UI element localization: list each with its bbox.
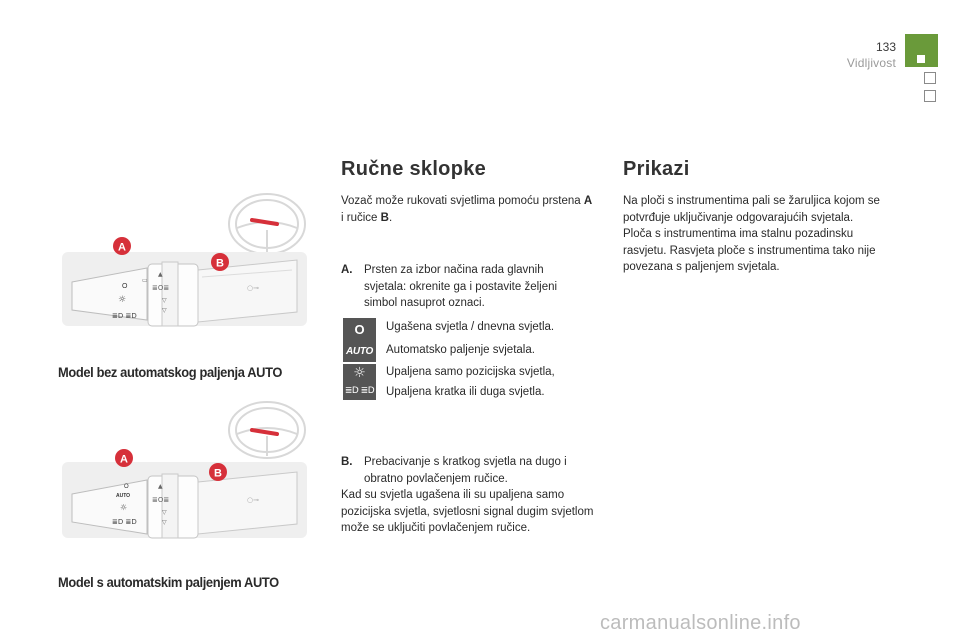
section-tab[interactable]	[924, 72, 936, 84]
item-b-label: B.	[341, 456, 353, 468]
position-glyph: ☼	[353, 365, 366, 381]
figure-caption-top: Model bez automatskog paljenja AUTO	[58, 364, 283, 380]
figure-caption-bottom: Model s automatskim paljenjem AUTO	[58, 574, 279, 590]
watermark: carmanualsonline.info	[600, 612, 801, 634]
svg-text:▭: ▭	[142, 277, 148, 284]
svg-text:☼: ☼	[118, 295, 127, 305]
intro-text: Vozač može rukovati svjetlima pomoću prstena	[341, 195, 584, 207]
light-stalk-diagram-auto	[62, 400, 322, 550]
intro-ref-a: A	[583, 195, 593, 207]
stalk-illustration-top	[62, 182, 322, 332]
intro-ref-b: B	[380, 211, 389, 224]
svg-text:O: O	[124, 484, 129, 490]
svg-text:▽: ▽	[162, 297, 167, 304]
svg-text:○⊸: ○⊸	[247, 284, 259, 292]
intro-text-end: .	[388, 211, 393, 224]
svg-text:▲: ▲	[158, 271, 163, 278]
svg-text:O: O	[122, 283, 128, 290]
displays-text: Na ploči s instrumentima pali se žaruljica kojom se potvrđuje uključivanje odgovarajućih svjetala. Ploča s instrumentima ima stalnu pozadinsku rasvjetu. Rasvjeta ploče s instrumentima tako nije povezana s paljenjem svjetala.	[623, 195, 880, 273]
off-icon	[343, 318, 376, 340]
tab-marker	[917, 55, 925, 63]
callout-b-bottom: B	[214, 467, 222, 480]
callout-a-bottom: A	[120, 453, 128, 466]
section-tab-active[interactable]	[905, 34, 938, 67]
svg-text:▲: ▲	[158, 483, 163, 490]
light-stalk-diagram	[62, 182, 322, 332]
svg-text:≣D ≣D: ≣D ≣D	[112, 518, 137, 526]
svg-text:▽: ▽	[162, 509, 167, 516]
intro-text-mid: i ručice	[341, 211, 381, 224]
svg-text:☼: ☼	[120, 503, 128, 512]
page-number: 133	[875, 40, 896, 54]
svg-text:○⊸: ○⊸	[247, 496, 259, 504]
section-name: Vidljivost	[846, 56, 896, 70]
callout-a: A	[118, 241, 126, 254]
auto-glyph: AUTO	[346, 345, 373, 357]
manual-intro	[341, 193, 597, 226]
displays-title: Prikazi	[623, 158, 690, 180]
item-a-text: Prsten za izbor načina rada glavnih svjetala: okrenite ga i postavite željeni simbol nasuprot oznaci.	[364, 264, 558, 309]
dipped-main-beam-icon	[343, 382, 376, 400]
callout-b: B	[216, 257, 224, 270]
auto-description: Automatsko paljenje svjetala.	[386, 344, 535, 356]
off-description: Ugašena svjetla / dnevna svjetla.	[386, 321, 555, 333]
svg-text:≣D ≣D: ≣D ≣D	[112, 312, 137, 320]
item-b-text: Prebacivanje s kratkog svjetla na dugo i obratno povlačenjem ručice.	[364, 456, 567, 485]
position-lights-icon	[343, 364, 376, 382]
svg-text:▽: ▽	[162, 519, 167, 526]
section-tab[interactable]	[924, 90, 936, 102]
stalk-illustration-bottom	[62, 400, 322, 550]
off-glyph: O	[354, 321, 365, 337]
beam-description: Upaljena kratka ili duga svjetla.	[386, 386, 545, 398]
svg-text:≣O≣: ≣O≣	[152, 496, 170, 504]
auto-label-small: AUTO	[116, 493, 131, 499]
manual-controls-title: Ručne sklopke	[341, 158, 487, 180]
position-lights-description: Upaljena samo pozicijska svjetla,	[386, 366, 555, 378]
auto-icon	[343, 340, 376, 362]
svg-text:≣O≣: ≣O≣	[152, 284, 170, 292]
item-a-label: A.	[341, 264, 353, 276]
closing-text: Kad su svjetla ugašena ili su upaljena samo pozicijska svjetla, svjetlosni signal dugim svjetlom može se uključiti povlačenjem ručice.	[341, 489, 594, 534]
beam-glyph: ≣D ≣D	[344, 386, 375, 396]
svg-text:▽: ▽	[162, 307, 167, 314]
